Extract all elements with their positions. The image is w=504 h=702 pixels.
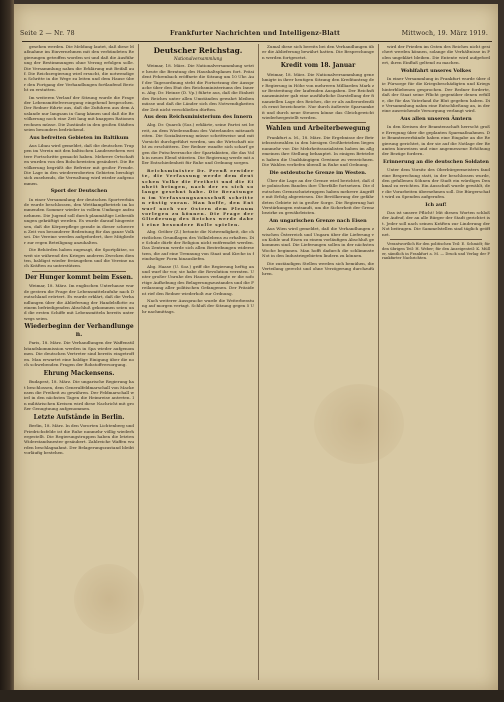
article-text: Reichsminister Dr. Preuß erwiderte, die Verfassung werde dem deutschen Volke die Freiheit und die Einheit bringen, nach der es sich so lange gesehnt habe. Die Beratungen im Verfassungsausschuß schritten rüstig voran. Man hoffe, den Entwurf noch vor Ostern dem Plenum vorlegen zu können. Die Frage der Gliederung des Reiches werde dabei eine besondere Rolle spielen. (142, 167, 254, 227)
article-text: Das ist unsere Pflicht! Mit diesen Worten schloß der Aufruf, der an alle Bürger der Stadt gerichtet ist. Jeder soll nach seinen Kräften zur Linderung der Not beitragen. Die Sammelstellen sind täglich geöffnet. (382, 209, 490, 237)
section-divider (270, 122, 366, 123)
imprint: Verantwortlich für den politischen Teil: E. Schmidt; für den übrigen Teil: H. Weber; für den Anzeigenteil: K. Müller, sämtlich in Frankfurt a. M. — Druck und Verlag der Frankfurter Nachrichten. (382, 242, 490, 261)
article-heading: Wiederbeginn der Verhandlungen. (24, 323, 134, 338)
column-divider (378, 44, 379, 680)
article-text: Die zuständigen Stellen werden sich bemühen, die Verteilung gerecht und ohne Verzögerung durchzuführen. (262, 260, 374, 277)
article-text: Weimar, 18. März. Die Nationalversammlung setzte heute die Beratung des Haushaltsplanes fort. Präsident Fehrenbach eröffnete die Sitzung um 10 Uhr. Auf der Tagesordnung steht die Fortsetzung der Aussprache über den Etat des Reichsministeriums des Innern. Abg. Dr. Heinze (D. Vp.) führte aus, daß die Einheit des Reiches unter allen Umständen gewahrt bleiben müsse und daß die Länder sich den Notwendigkeiten der Zeit nicht verschließen dürften. (142, 63, 254, 112)
article-heading: Sport der Deutschen (50, 188, 108, 195)
article-heading: Die ostdeutsche Grenze im Westen. (269, 169, 367, 176)
article-text: Aus Wien wird gemeldet, daß die Verhandlungen zwischen Österreich und Ungarn über die Lieferung von Kohle und Eisen zu einem vorläufigen Abschluß gekommen sind. Die Lieferungen sollen in der nächsten Woche beginnen. Man hofft dadurch die schlimmste Not in den Industriegebieten lindern zu können. (262, 226, 374, 259)
article-heading: Deutscher Reichstag. (153, 46, 243, 55)
article-heading: Aus allen unseren Ämtern (400, 115, 472, 122)
article-text: Weimar, 18. März. Im englischen Unterhause wurde gestern die Frage der Lebensmittelzufuhr nach Deutschland erörtert. Es wurde erklärt, daß die Verhandlungen über die Ablieferung der Handelsflotte zu einem befriedigenden Abschluß gekommen seien und die ersten Schiffe mit Lebensmitteln bereits unterwegs seien. (24, 283, 134, 321)
article-text: Unter dem Vorsitz des Oberbürgermeisters fand eine Besprechung statt, in der beschlossen wurde, den gefallenen Söhnen der Stadt ein würdiges Denkmal zu errichten. Ein Ausschuß wurde gewählt, der die Vorarbeiten übernehmen soll. Die Bürgerschaft wird zu Spenden aufgerufen. (382, 167, 490, 200)
article-text: Weimar, 18. März. Die Nationalversammlung genehmigte in ihrer heutigen Sitzung den Kreditantrag der Regierung in Höhe von mehreren Milliarden Mark zur Bestreitung der laufenden Ausgaben. Der Reichsfinanzminister gab eine ausführliche Darstellung der finanziellen Lage des Reiches, die er als außerordentlich ernst bezeichnete. Nur durch äußerste Sparsamkeit und durch neue Steuern könne das Gleichgewicht wiederhergestellt werden. (262, 71, 374, 121)
page-number: Seite 2 — Nr. 78 (20, 30, 75, 37)
article-text: Aus Libau wird gemeldet, daß die deutschen Truppen im Verein mit den baltischen Landeswehren weitere Fortschritte gemacht haben. Mehrere Ortschaften wurden von den Bolschewisten gesäubert. Die Bevölkerung begrüßt die Befreier mit großer Freude. Die Lage in den wiedereroberten Gebieten beruhigt sich zusehends, die Verwaltung wird wieder aufgenommen. (24, 142, 134, 186)
article-text: Zumal diese sich bereits bei den Verhandlungen über die Ablieferung bewährt hatten. Die Besprechungen werden fortgesetzt. (262, 44, 374, 60)
article-text: Abg. Haase (U. Soz.) griff die Regierung heftig an und warf ihr vor, sie habe die Revolution verraten. Unter großer Unruhe des Hauses verlangte er die sofortige Aufhebung des Belagerungszustandes und die Freilassung aller politischen Gefangenen. Der Präsident rief den Redner wiederholt zur Ordnung. (142, 263, 254, 296)
article-heading: Am ungarischen Grenze nach Eisen (269, 217, 367, 224)
column-4 (382, 44, 490, 684)
article-text: Paris, 18. März. Die Verhandlungen der Waffenstillstandskommission werden in Spa wieder aufgenommen. Die deutschen Vertreter sind bereits eingetroffen. Man erwartet eine baldige Einigung über die noch schwebenden Fragen der Rohstoffversorgung. (24, 340, 134, 368)
article-text: Budapest, 18. März. Die ungarische Regierung hat beschlossen, dem Generalfeldmarschall von Mackensen die Freiheit zu gewähren. Der Feldmarschall wird in den nächsten Tagen die Heimreise antreten. In militärischen Kreisen wird diese Nachricht mit großer Genugtuung aufgenommen. (24, 379, 134, 412)
article-text: Über die Lage an der Grenze wird berichtet, daß die polnischen Banden ihre Überfälle fortsetzen. Die deutschen Grenzschutztruppen haben mehrere Angriffe mit Erfolg abgewiesen. Die Bevölkerung der gefährdeten Gebiete ist in großer Sorge. Die Regierung hat Verstärkungen entsandt, um die Sicherheit der Grenzbezirke zu gewährleisten. (262, 177, 374, 216)
article-heading: Ehrung Mackensens. (43, 369, 115, 377)
binding-edge (0, 0, 14, 702)
article-heading: Ich auf! (425, 201, 447, 208)
column-2 (142, 44, 254, 684)
article-heading: Letzte Aufstände in Berlin. (33, 413, 125, 421)
article-heading: Erinnerung an die deutschen Soldaten (383, 158, 489, 165)
header-rule (22, 41, 492, 42)
article-heading: Aus befreiten Gebieten im Baltikum (29, 134, 129, 141)
paper-title: Frankfurter Nachrichten und Intelligenz-Blatt (170, 30, 341, 37)
article-heading: Wohlfahrt unseres Volkes (401, 67, 471, 74)
article-heading: Aus dem Reichsministerium des Innern (143, 114, 253, 121)
article-text: Im weiteren Verlauf der Sitzung wurde die Frage der Lebensmittelversorgung eingehend besprochen. Der Redner führte aus, daß die Zufuhren aus dem Auslande nur langsam in Gang kämen und daß die Bevölkerung noch eine Zeit lang mit knappen Rationen rechnen müsse. Die Zustände in den großen Städten seien besonders bedrückend. (24, 94, 134, 133)
article-heading: Der Hunger kommt beim Essen. (25, 273, 133, 281)
article-text: In den Kreisen der Beamtenschaft herrscht große Erregung über die geplanten Sparmaßnahmen. Die Beamtenverbände haben eine Eingabe an die Regierung gerichtet, in der sie auf die Notlage der Beamten hinweisen und eine angemessene Erhöhung der Bezüge fordern. (382, 124, 490, 157)
article-subheading: Nationalversammlung (173, 57, 223, 62)
article-text: Frankfurt a. M., 18. März. Die Ergebnisse der Betriebsratswahlen in den hiesigen Großbetrieben liegen nunmehr vor. Die Mehrheitssozialisten haben im allgemeinen ihre Stellung behauptet. In einigen Betrieben haben die Unabhängigen Gewinne zu verzeichnen. Die Wahlen verliefen überall in Ruhe und Ordnung. (262, 135, 374, 168)
section-divider (390, 239, 482, 240)
article-heading: Kredit vom 18. Januar (280, 62, 356, 70)
article-text: wird der Frieden im Osten des Reiches nicht gesichert werden können, solange die Verhältnisse in Polen ungeklärt bleiben. Die Entente wird aufgefordert, ihren Einfluß geltend zu machen. (382, 44, 490, 66)
article-heading: Wahlen und Arbeiterbewegung (266, 125, 370, 133)
bottom-edge (0, 690, 504, 702)
article-text: Abg. Dr. Quarck (Soz.) erklärte, seine Partei sei bereit, an dem Wiederaufbau des Vaterlandes mitzuarbeiten. Die Sozialisierung müsse schrittweise und mit Vorsicht durchgeführt werden, um die Wirtschaft nicht zu erschüttern. Der Redner wandte sich scharf gegen die Putschversuche der Spartakisten, die das Volk in neues Elend stürzten. Die Regierung werde mit aller Entschiedenheit für Ruhe und Ordnung sorgen. (142, 122, 254, 166)
article-text: Nach weiterer Aussprache wurde die Weiterberatung auf morgen vertagt. Schluß der Sitzung gegen 5 Uhr nachmittags. (142, 298, 254, 314)
article-text: In einer Versammlung in Frankfurt wurde über die Fürsorge für die Kriegsbeschädigten und Kriegshinterbliebenen gesprochen. Der Redner forderte, daß der Staat seine Pflicht gegenüber denen erfülle, die für das Vaterland ihr Blut gegeben haben. Die Versammlung nahm eine Entschließung an, in der eine ausreichende Versorgung verlangt wird. (382, 76, 490, 114)
column-divider (138, 44, 139, 680)
article-text: Die Behörden haben zugesagt, die Sportplätze, soweit sie während des Krieges anderen Zwecken dienten, baldigst wieder freizugeben und die Vereine nach Kräften zu unterstützen. (24, 247, 134, 269)
article-text: In einer Versammlung der deutschen Sportverbände wurde beschlossen, den Wettkampfbetrieb im kommenden Sommer wieder in vollem Umfange aufzunehmen. Die Jugend soll durch planmäßige Leibesübungen gekräftigt werden. Es wurde darauf hingewiesen, daß die Körperpflege gerade in dieser schweren Zeit von besonderer Bedeutung für das ganze Volk sei. Die Vereine werden aufgefordert, ihre Mitglieder zur regen Beteiligung anzuhalten. (24, 196, 134, 245)
article-text: Abg. Gröber (Z.) betonte die Notwendigkeit, die christlichen Grundlagen des Volkslebens zu erhalten. Die Schule dürfe der Religion nicht entfremdet werden. Das Zentrum werde sich allen Bestrebungen widersetzen, die auf eine Trennung von Staat und Kirche in feindseliger Form hinausliefen. (142, 229, 254, 262)
section-divider (32, 271, 126, 272)
article-text: gesehen werden. Die Meldung lautet, daß diese Maßnahme im Einvernehmen mit den verbündeten Regierungen getroffen worden sei und daß die Ausführung der Bestimmungen ohne Verzug erfolgen solle. Die Versammlung nahm die Erklärung mit Beifall auf. Die Reichsregierung wird ersucht, die notwendigen Schritte in die Wege zu leiten und dem Hause über den Fortgang der Verhandlungen fortlaufend Bericht zu erstatten. (24, 44, 134, 93)
issue-date: Mittwoch, 19. März 1919. (401, 30, 488, 37)
column-divider (258, 44, 259, 680)
article-text: Berlin, 18. März. In den Vororten Lichtenberg und Friedrichsfelde ist die Ruhe nunmehr völlig wiederhergestellt. Die Regierungstruppen haben die letzten Widerstandsnester gesäubert. Zahlreiche Waffen wurden beschlagnahmt. Der Belagerungszustand bleibt vorläufig bestehen. (24, 423, 134, 456)
column-3 (262, 44, 374, 684)
column-1 (24, 44, 134, 684)
